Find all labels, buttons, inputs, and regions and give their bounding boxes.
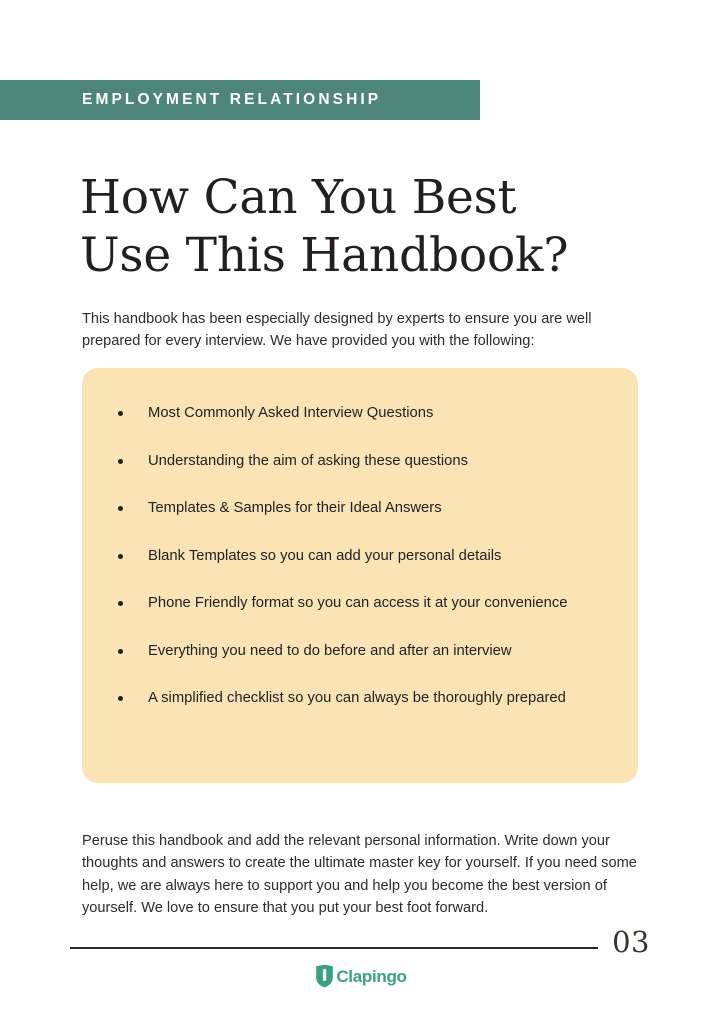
page-title bbox=[80, 169, 660, 285]
list-item bbox=[118, 497, 610, 521]
list-item-label: Most Commonly Asked Interview Questions bbox=[148, 405, 434, 421]
list-item bbox=[118, 592, 610, 616]
bullet-dot-icon bbox=[118, 649, 123, 654]
page-number: 03 bbox=[612, 925, 650, 959]
shield-icon bbox=[315, 964, 334, 988]
brand-name-label: Clapingo bbox=[336, 966, 407, 986]
bullet-dot-icon bbox=[118, 696, 123, 701]
list-item-label: Templates & Samples for their Ideal Answers bbox=[148, 500, 442, 516]
list-item bbox=[118, 640, 610, 664]
brand-logo bbox=[0, 964, 722, 988]
bullet-dot-icon bbox=[118, 411, 123, 416]
list-item bbox=[118, 450, 610, 474]
intro-paragraph: This handbook has been especially designed by experts to ensure you are well prepared for every interview. We have provided you with the following: bbox=[82, 310, 592, 350]
page-title-line-2: Use This Handbook? bbox=[80, 228, 569, 284]
list-item-label: Understanding the aim of asking these questions bbox=[148, 452, 468, 469]
eyebrow-label: EMPLOYMENT RELATIONSHIP bbox=[82, 91, 382, 108]
bullet-dot-icon bbox=[118, 506, 123, 511]
list-item bbox=[118, 687, 610, 711]
list-item-label: Everything you need to do before and after an interview bbox=[148, 642, 512, 659]
list-item-label: A simplified checklist so you can always be thoroughly prepared bbox=[148, 690, 566, 706]
benefits-highlight-box bbox=[82, 368, 638, 783]
list-item-label: Blank Templates so you can add your personal details bbox=[148, 547, 502, 564]
benefits-list bbox=[118, 402, 610, 711]
bullet-dot-icon bbox=[118, 459, 123, 464]
list-item bbox=[118, 402, 610, 426]
bullet-dot-icon bbox=[118, 601, 123, 606]
list-item-label: Phone Friendly format so you can access it at your convenience bbox=[148, 595, 568, 611]
closing-paragraph: Peruse this handbook and add the relevant personal information. Write down your thoughts and answers to create the ultimate master key for yourself. If you need some help, we are always here to support you and help you become the best version of yourself. We love to ensure that you put your best foot forward. bbox=[82, 832, 637, 917]
page-title-line-1: How Can You Best bbox=[80, 170, 517, 226]
bullet-dot-icon bbox=[118, 554, 123, 559]
section-eyebrow-banner bbox=[0, 80, 480, 120]
list-item bbox=[118, 545, 610, 569]
footer-divider bbox=[70, 947, 598, 949]
